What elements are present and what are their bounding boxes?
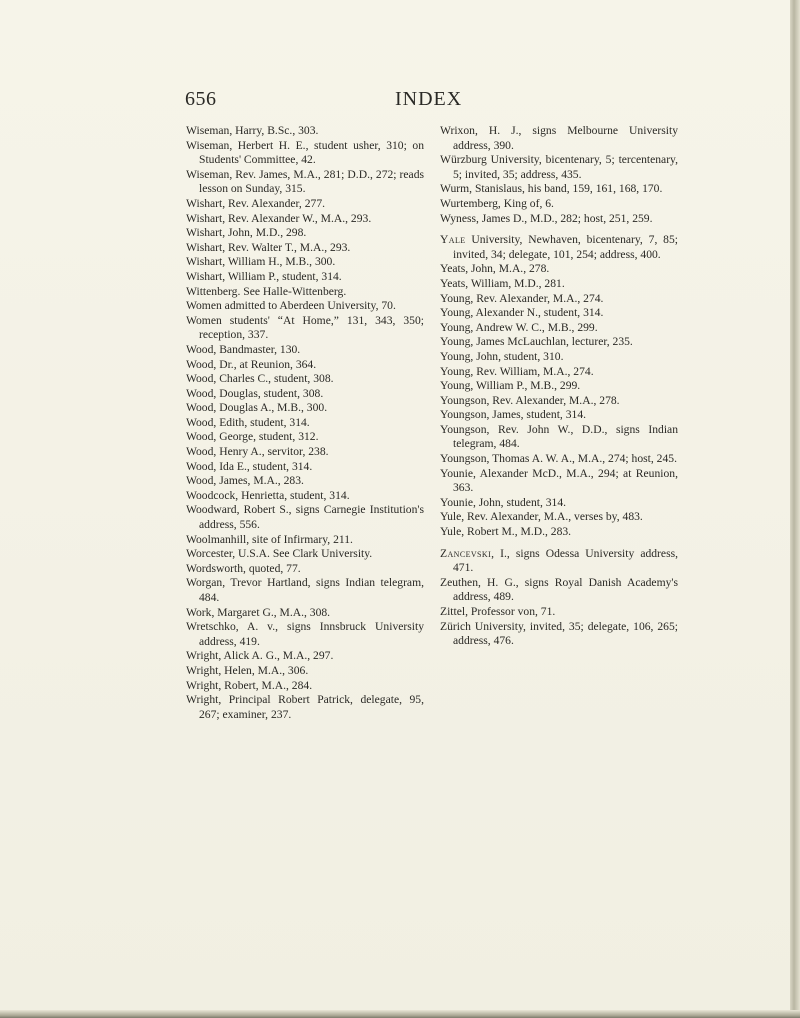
index-entry: Women admitted to Aberdeen University, 70. <box>186 299 396 313</box>
index-entry: Young, Alexander N., student, 314. <box>440 306 604 320</box>
index-entry: Wurtemberg, King of, 6. <box>440 196 554 210</box>
running-title: INDEX <box>395 88 463 110</box>
index-entry: Wittenberg. See Halle-Wittenberg. <box>186 284 347 298</box>
index-entry: Youngson, Rev. Alexander, M.A., 278. <box>440 393 620 407</box>
index-entry: Wood, James, M.A., 283. <box>186 474 304 488</box>
index-entry: Wood, Douglas A., M.B., 300. <box>186 401 328 415</box>
index-entry: Wiseman, Rev. James, M.A., 281; D.D., 272; reads lesson on Sunday, 315. <box>186 167 424 196</box>
index-entry: Wood, Dr., at Reunion, 364. <box>186 357 317 371</box>
index-entry: Worgan, Trevor Hartland, signs Indian telegram, 484. <box>186 576 424 604</box>
index-entry: Young, James McLauchlan, lecturer, 235. <box>440 335 633 349</box>
index-entry: Wood, Charles C., student, 308. <box>186 372 334 386</box>
index-entry: Yule, Rev. Alexander, M.A., verses by, 483. <box>440 510 643 524</box>
index-entry: Woolmanhill, site of Infirmary, 211. <box>186 532 353 546</box>
index-entry: Wordsworth, quoted, 77. <box>186 561 301 575</box>
index-entry: Wood, Bandmaster, 130. <box>186 342 301 356</box>
index-entry: Young, Andrew W. C., M.B., 299. <box>440 320 598 334</box>
index-entry: Yeats, William, M.D., 281. <box>440 276 565 290</box>
index-entry: Young, William P., M.B., 299. <box>440 379 581 393</box>
index-entry: Wishart, William H., M.B., 300. <box>186 255 336 269</box>
index-column-left <box>186 124 424 722</box>
index-entry: Wishart, Rev. Alexander, 277. <box>186 196 326 210</box>
index-entry: Wishart, William P., student, 314. <box>186 269 342 283</box>
index-entry: Yule, Robert M., M.D., 283. <box>440 525 572 539</box>
index-entry: Zancevski, I., signs Odessa University address, 471. <box>440 546 678 575</box>
index-entry: Woodward, Robert S., signs Carnegie Institution's address, 556. <box>186 503 424 532</box>
index-entry: Yale University, Newhaven, bicentenary, 7, 85; invited, 34; delegate, 101, 254; address, 400. <box>440 233 678 261</box>
index-entry: Wood, Douglas, student, 308. <box>186 386 324 400</box>
index-entry: Wishart, Rev. Alexander W., M.A., 293. <box>186 211 372 225</box>
index-entry: Work, Margaret G., M.A., 308. <box>186 605 331 619</box>
page-header <box>185 88 465 112</box>
index-entry: Wright, Robert, M.A., 284. <box>186 678 313 692</box>
index-entry: Wood, George, student, 312. <box>186 430 319 444</box>
index-entry: Young, Rev. Alexander, M.A., 274. <box>440 291 604 305</box>
page-edge-right <box>790 0 800 1018</box>
index-entry: Young, John, student, 310. <box>440 349 564 363</box>
index-entry: Zürich University, invited, 35; delegate, 106, 265; address, 476. <box>440 619 678 648</box>
index-entry: Wood, Edith, student, 314. <box>186 415 310 429</box>
index-entry: Wretschko, A. v., signs Innsbruck University address, 419. <box>186 620 424 648</box>
index-entry: Woodcock, Henrietta, student, 314. <box>186 488 350 502</box>
index-entry: Wood, Ida E., student, 314. <box>186 459 313 473</box>
index-entry: Wyness, James D., M.D., 282; host, 251, 259. <box>440 211 653 225</box>
index-entry: Youngson, Rev. John W., D.D., signs Indian telegram, 484. <box>440 422 678 451</box>
index-entry: Worcester, U.S.A. See Clark University. <box>186 547 373 561</box>
index-entry: Würzburg University, bicentenary, 5; tercentenary, 5; invited, 35; address, 435. <box>440 153 678 181</box>
index-entry: Wrixon, H. J., signs Melbourne University address, 390. <box>440 124 678 152</box>
index-entry: Wurm, Stanislaus, his band, 159, 161, 168, 170. <box>440 182 663 196</box>
index-entry: Wishart, John, M.D., 298. <box>186 226 307 240</box>
index-entry: Young, Rev. William, M.A., 274. <box>440 364 594 378</box>
index-entry: Women students' “At Home,” 131, 343, 350; reception, 337. <box>186 313 424 342</box>
page-edge-bottom <box>0 1010 800 1018</box>
index-entry: Wiseman, Harry, B.Sc., 303. <box>186 124 319 137</box>
index-entry: Wiseman, Herbert H. E., student usher, 310; on Students' Committee, 42. <box>186 138 424 167</box>
index-entry: Wood, Henry A., servitor, 238. <box>186 445 329 459</box>
index-entry: Zittel, Professor von, 71. <box>440 605 556 618</box>
index-entry: Wishart, Rev. Walter T., M.A., 293. <box>186 240 351 254</box>
index-entry: Younie, John, student, 314. <box>440 495 567 509</box>
index-entry: Wright, Helen, M.A., 306. <box>186 663 309 677</box>
index-entry: Yeats, John, M.A., 278. <box>440 262 550 276</box>
index-entry: Youngson, James, student, 314. <box>440 408 587 422</box>
index-entry: Younie, Alexander McD., M.A., 294; at Reunion, 363. <box>440 466 678 495</box>
index-entry: Youngson, Thomas A. W. A., M.A., 274; host, 245. <box>440 452 677 466</box>
index-entry: Wright, Principal Robert Patrick, delegate, 95, 267; examiner, 237. <box>186 693 424 721</box>
page-number: 656 <box>185 88 217 110</box>
index-entry: Wright, Alick A. G., M.A., 297. <box>186 649 334 663</box>
index-column-right <box>440 124 678 649</box>
index-entry: Zeuthen, H. G., signs Royal Danish Academy's address, 489. <box>440 575 678 604</box>
